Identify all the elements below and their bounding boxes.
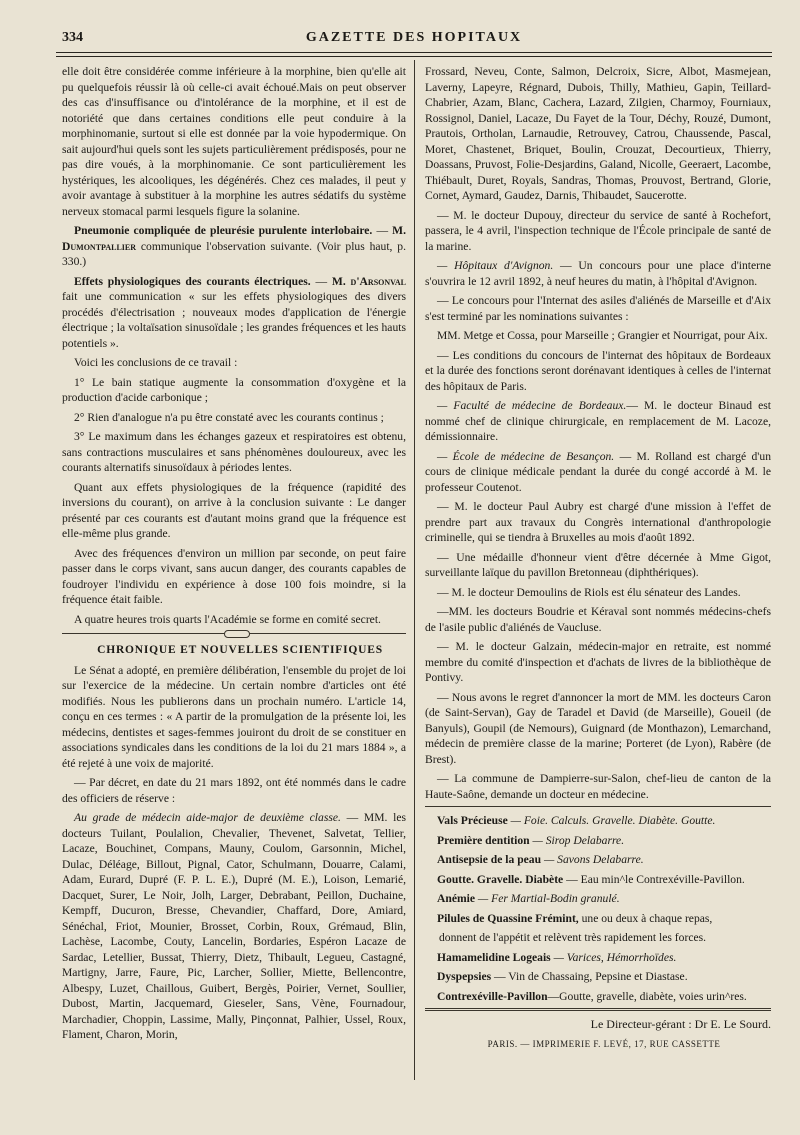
paragraph: — Une médaille d'honneur vient d'être décernée à Mme Gigot, surveillante laïque du pavillon Bretonneau (diphthériques). xyxy=(425,550,771,579)
header-rule xyxy=(56,52,772,53)
news-text: — M. le docteur Binaud est nommé chef de clinique chirurgicale, en remplacement de M. Lacoze, démissionnaire. xyxy=(425,399,771,443)
right-column xyxy=(425,64,771,1056)
paragraph: 1° Le bain statique augmente la consommation d'oxygène et la production d'acide carbonique ; xyxy=(62,375,406,404)
article-title: Pneumonie compliquée de pleurésie purulente interlobaire. xyxy=(74,224,373,237)
paragraph: Frossard, Neveu, Conte, Salmon, Delcroix, Sicre, Albot, Masmejean, Laverny, Lapeyre, Régnard, Dubois, Thilly, Mathieu, Gapin, Teillard-Chabrier, Azam, Blanc, Cachera, Lazard, Zilgien, Charmoy, Fourniaux, Rossignol, Daniel, Lacaze, Du Fayet de la Tour, Déchy, Rouzé, Dumont, Prautois, Ortholan, Larnaudie, Retrouvey, Catrou, Chaussende, Pascal, Moret, Chastenet, Briquet, Boulin, Crouzat, Decourtieux, Thierry, Doassans, Pruvost, Folie-Desjardins, Galand, Nicolle, Geeraert, Lacombe, Thiébault, Duret, Royals, Sandras, Thomas, Prouvost, Bertrand, Glorie, Cornet, Aymard, Gaudez, Darnis, Thibaudet, Saucerotte. xyxy=(425,65,771,202)
paragraph: elle doit être considérée comme inférieure à la morphine, bien qu'elle ait pu quelquefois réussir là où celle-ci avait échoué.Mais on peut observer des cas d'insuffisance ou d'intolérance de la morphine, et il est de notoriété que dans certaines conditions elle peut conduire à la morphinomanie, surtout si elle est donnée par la voie hypodermique. On sait aujourd'hui quels sont les sujets particulièrement prédisposés, pour ne pas dire voués, à la morphinomanie. Ce sont particulièrement les hystériques, les alcooliques, les dégénérés. Chez ces malades, il peut y avoir avantage à substituer à la morphine les autres sédatifs du système nerveux stomacal parmi lesquels figure la solanine. xyxy=(62,65,406,218)
paragraph: A quatre heures trois quarts l'Académie se forme en comité secret. xyxy=(74,612,381,626)
ad-text: — Fer Martial-Bodin granulé. xyxy=(475,892,620,905)
paragraph xyxy=(425,398,771,445)
separator: — xyxy=(372,224,393,237)
ad-line xyxy=(425,950,771,966)
ad-text: une ou deux à chaque repas, xyxy=(578,911,713,925)
ad-name: Dyspepsies xyxy=(437,970,492,983)
paragraph: — Nous avons le regret d'annoncer la mort de MM. les docteurs Caron (de Saint-Servan), Gay de Taradel et David (de Marseille), Goueil (de Banyuls), Goupil (de Nemours), Guignard (de Monthazon), Lemarchand, médecin de première classe de la marine; Porteret (de Lyon), Rabère (de Brest). xyxy=(425,690,771,766)
page-number: 334 xyxy=(62,30,83,45)
ad-name: Vals Précieuse xyxy=(437,814,508,827)
ad-name: Anémie xyxy=(437,892,475,905)
ad-name: Pilules de Quassine Frémint, xyxy=(437,911,579,925)
names-text: — MM. les docteurs Tuilant, Poulalion, Chevalier, Thevenet, Salvetat, Tellier, Lacaze, Bouchinet, Compans, Mauny, Coulom, Garsonnin, Michel, Dulac, Déléage, Billout, Pignal, Cator, Schulmann, Douarre, Calami, Adam, Eurard, Dupré (F. P. L. E.), Dupré (M. E.), Loison, Lemarié, Dacquet, Surer, Le Noir, Jolh, Larger, Debrabant, Peillon, Duchaine, Kempff, Ducuron, Bresse, Chevandier, Chaffard, Dore, Amiard, Sénéchal, Friot, Mounier, Brosset, Corbin, Roux, Grémaud, Blin, Lachèse, Lacombe, Couty, Lancelin, Bordaries, Espéron Lacaze de Sardac, Letellier, Bussat, Thierry, Dietz, Thibault, Legueu, Castagné, Martigny, Jarre, Faure, Pic, Larcher, Sollier, Miette, Bellencontre, Albespy, Luzet, Chaillous, Guibert, Bergès, Poirier, Vernet, Soullier, Dubost, Martin, Jacquemard, Gieseler, Sans, Vène, Fournadour, Marchadier, Choppin, Lassime, Mally, Pinçonnat, Palhier, Ussel, Roux, Flament, Charon, Morin, xyxy=(62,811,406,1041)
paragraph: Avec des fréquences d'environ un million par seconde, on peut faire passer dans le corps vivant, sans aucun danger, des courants capables de foudroyer l'individu en expérience à dose 100 fois moindre, si la fréquence était faible. xyxy=(62,546,406,606)
ad-text: — Eau min^le Contrexéville-Pavillon. xyxy=(563,872,745,886)
ad-line xyxy=(425,852,771,868)
paragraph: —MM. les docteurs Boudrie et Kéraval sont nommés médecins-chefs de l'asile public d'aliénés de Vaucluse. xyxy=(425,605,771,634)
ad-text: — Varices, Hémorrhoïdes. xyxy=(550,950,677,964)
news-text: — Un concours pour une place d'interne s'ouvrira le 12 avril 1892, à neuf heures du matin, à l'hôpital d'Avignon. xyxy=(425,259,771,288)
ornament-divider xyxy=(62,633,406,639)
ad-name: Hamamelidine Logeais xyxy=(437,950,551,964)
ad-name: Antisepsie de la peau xyxy=(437,853,542,866)
ad-line xyxy=(425,891,771,907)
article-title: Effets physiologiques des courants électriques. xyxy=(74,274,311,288)
ad-text: donnent de l'appétit et relèvent très rapidement les forces. xyxy=(439,931,707,944)
paragraph: — La commune de Dampierre-sur-Salon, chef-lieu de canton de la Haute-Saône, demande un docteur en médecine. xyxy=(425,772,771,801)
paragraph: Le Sénat a adopté, en première délibération, l'ensemble du projet de loi sur l'exercice de la médecine. Un certain nombre d'articles ont été modifiés. Nous les publierons dans un prochain numéro. L'article 14, conçu en ces termes : « A partir de la promulgation de la présente loi, les médecins, dentistes et sages-femmes jouiront du droit de se constituer en associations syndicales dans les conditions de la loi du 21 mars 1884 », a été rejeté à une voix de majorité. xyxy=(62,663,406,770)
ad-text: — Savons Delabarre. xyxy=(541,853,644,866)
ad-line xyxy=(425,911,771,927)
author-name: M. Dumontpallier xyxy=(62,224,407,253)
masthead-title: GAZETTE DES HOPITAUX xyxy=(305,30,523,45)
ads-rule-bottom xyxy=(425,1008,771,1011)
paragraph-effets xyxy=(62,274,406,352)
author-name: M. d'Arsonval xyxy=(331,274,407,288)
article-text: fait une communication « sur les effets physiologiques des divers procédés d'électrisation ; nouveaux modes d'application de l'énergie électrique ; la voltaïsation sinusoïdale ; les grandes fréquences et les hauts potentiels ». xyxy=(62,290,406,350)
news-title: — École de médecine de Besançon. xyxy=(437,449,615,463)
ad-line xyxy=(425,989,771,1005)
paragraph: Quant aux effets physiologiques de la fréquence (rapidité des inversions du courant), on arrive à la conclusion suivante : Le danger présenté par ces courants est d'autant moins grand que la fréquence est elle-même plus grande. xyxy=(62,480,406,540)
ad-line xyxy=(425,872,771,888)
paragraph: — M. le docteur Galzain, médecin-major en retraite, est nommé membre du comité d'inspection et d'achats de livres de la bibliothèque de Pontivy. xyxy=(425,640,771,684)
paragraph xyxy=(425,449,771,496)
paragraph: 2° Rien d'analogue n'a pu être constaté avec les courants continus ; xyxy=(74,410,384,424)
paragraph xyxy=(425,258,771,289)
ad-line xyxy=(425,930,771,946)
page-header xyxy=(56,30,772,52)
paragraph: — Par décret, en date du 21 mars 1892, ont été nommés dans le cadre des officiers de réserve : xyxy=(62,776,406,805)
section-title: CHRONIQUE ET NOUVELLES SCIENTIFIQUES xyxy=(97,644,383,656)
paragraph: 3° Le maximum dans les échanges gazeux et respiratoires est obtenu, sans contractions musculaires et sans phénomènes douloureux, avec les courants alternatifs sinusoïdaux à périodes lentes. xyxy=(62,430,406,474)
ad-text: —Goutte, gravelle, diabète, voies urin^res. xyxy=(547,989,747,1003)
paragraph: — M. le docteur Demoulins de Riols est élu sénateur des Landes. xyxy=(437,585,741,599)
news-title: — Faculté de médecine de Bordeaux. xyxy=(437,399,627,412)
paragraph: Voici les conclusions de ce travail : xyxy=(74,356,238,369)
news-text: — M. Rolland est chargé d'un cours de clinique médicale pendant la durée du congé accordé à M. le professeur Coutenot. xyxy=(425,449,771,494)
paragraph-names-list xyxy=(62,810,406,1043)
paragraph: — M. le docteur Paul Aubry est chargé d'une mission à l'effet de prendre part aux travaux du Congrès international d'anthropologie criminelle, qui se tiendra à Bruxelles au mois d'août 1892. xyxy=(425,500,771,544)
ad-name: Première dentition xyxy=(437,833,530,847)
gerant-signature: Le Directeur-gérant : Dr E. Le Sourd. xyxy=(590,1017,771,1031)
ad-name: Contrexéville-Pavillon xyxy=(437,989,548,1003)
ad-text: — Vin de Chassaing, Pepsine et Diastase. xyxy=(491,970,688,983)
paragraph: — Le concours pour l'Internat des asiles d'aliénés de Marseille et d'Aix s'est terminé par les nominations suivantes : xyxy=(425,294,771,323)
left-column xyxy=(62,64,406,1047)
separator: — xyxy=(310,274,332,288)
ad-line xyxy=(425,833,771,849)
paragraph: MM. Metge et Cossa, pour Marseille ; Grangier et Nourrigat, pour Aix. xyxy=(437,329,768,342)
ads-rule-top xyxy=(425,806,771,807)
paragraph: — M. le docteur Dupouy, directeur du service de santé à Rochefort, passera, le 4 avril, l'inspection technique de l'École principale de santé de la marine. xyxy=(425,208,771,253)
news-title: — Hôpitaux d'Avignon. xyxy=(437,259,554,272)
ad-text: — Sirop Delabarre. xyxy=(529,833,625,847)
paragraph: — Les conditions du concours de l'internat des hôpitaux de Bordeaux et la durée des fonctions seront dorénavant identiques à celles de l'internat des hôpitaux de Paris. xyxy=(425,348,771,393)
grade-title: Au grade de médecin aide-major de deuxième classe. xyxy=(74,811,341,824)
paragraph-pneumonie xyxy=(62,223,406,270)
printer-imprint: PARIS. — IMPRIMERIE F. LEVÉ, 17, RUE CASSETTE xyxy=(487,1038,721,1049)
column-divider xyxy=(414,60,415,1080)
ad-text: — Foie. Calculs. Gravelle. Diabète. Goutte. xyxy=(507,814,716,827)
article-text: communique l'observation suivante. (Voir plus haut, p. 330.) xyxy=(62,239,406,268)
header-rule-secondary xyxy=(56,56,772,57)
ad-line xyxy=(425,969,771,985)
ad-line xyxy=(425,813,771,829)
ad-name: Goutte. Gravelle. Diabète xyxy=(437,872,564,886)
